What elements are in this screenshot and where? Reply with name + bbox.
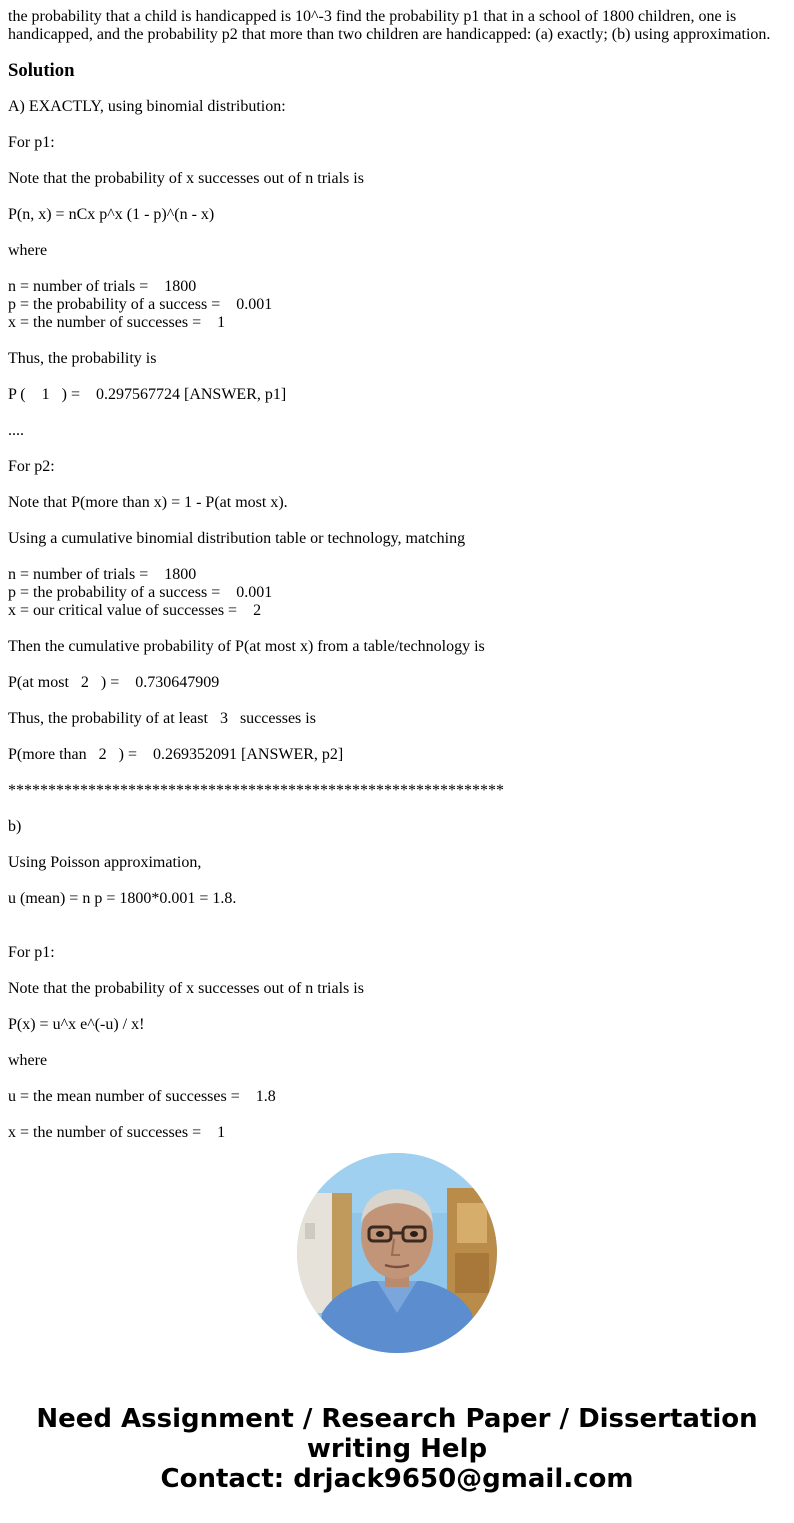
blank-line [8, 440, 786, 458]
blank-line [8, 404, 786, 422]
solution-line: Thus, the probability is [8, 350, 157, 367]
solution-line: P(x) = u^x e^(-u) / x! [8, 1016, 145, 1033]
blank-line [8, 728, 786, 746]
solution-line: P(more than 2 ) = 0.269352091 [ANSWER, p2] [8, 746, 344, 763]
solution-line: P(at most 2 ) = 0.730647909 [8, 674, 220, 691]
blank-line [8, 800, 786, 818]
solution-line: Note that P(more than x) = 1 - P(at most x). [8, 494, 288, 511]
solution-line: x = the number of successes = 1 [8, 1124, 226, 1141]
solution-line: For p1: [8, 134, 55, 151]
blank-line [8, 962, 786, 980]
blank-line [8, 656, 786, 674]
solution-line: u (mean) = n p = 1800*0.001 = 1.8. [8, 890, 237, 907]
promo-line-3: Contact: drjack9650@gmail.com [160, 1464, 634, 1494]
blank-line [8, 872, 786, 890]
solution-line: P ( 1 ) = 0.297567724 [ANSWER, p1] [8, 386, 287, 403]
blank-line [8, 836, 786, 854]
blank-line [8, 548, 786, 566]
promo-banner [0, 1404, 794, 1494]
blank-line [8, 512, 786, 530]
solution-line: n = number of trials = 1800 [8, 278, 197, 295]
blank-line [8, 260, 786, 278]
solution-line: p = the probability of a success = 0.001 [8, 584, 273, 601]
question-text: the probability that a child is handicapped is 10^-3 find the probability p1 that in a school of 1800 children, one is handicapped, and the probability p2 that more than two children are handicapped: (a) exactly; (b) using approximation. [8, 8, 771, 43]
blank-line [8, 116, 786, 134]
solution-line: A) EXACTLY, using binomial distribution: [8, 98, 286, 115]
solution-line: Using a cumulative binomial distribution table or technology, matching [8, 530, 466, 547]
solution-line: x = our critical value of successes = 2 [8, 602, 262, 619]
blank-line [8, 1106, 786, 1124]
blank-line [8, 476, 786, 494]
solution-line: Using Poisson approximation, [8, 854, 202, 871]
blank-line [8, 224, 786, 242]
solution-line: Note that the probability of x successes out of n trials is [8, 170, 364, 187]
solution-line: where [8, 1052, 48, 1069]
author-photo [297, 1153, 497, 1353]
solution-line: ************************************************************** [8, 782, 504, 799]
solution-text [8, 98, 786, 1142]
solution-line: Thus, the probability of at least 3 successes is [8, 710, 316, 727]
solution-line: where [8, 242, 48, 259]
blank-line [8, 368, 786, 386]
solution-line: p = the probability of a success = 0.001 [8, 296, 273, 313]
solution-line: .... [8, 422, 24, 439]
blank-line [8, 620, 786, 638]
solution-heading: Solution [8, 60, 75, 81]
document-body [8, 8, 786, 1142]
blank-line [8, 764, 786, 782]
blank-line [8, 926, 786, 944]
solution-line: b) [8, 818, 22, 835]
solution-line: x = the number of successes = 1 [8, 314, 226, 331]
blank-line [8, 1070, 786, 1088]
blank-line [8, 908, 786, 926]
blank-line [8, 998, 786, 1016]
solution-line: P(n, x) = nCx p^x (1 - p)^(n - x) [8, 206, 215, 223]
blank-line [8, 152, 786, 170]
solution-line: For p1: [8, 944, 55, 961]
promo-line-2: writing Help [306, 1434, 488, 1464]
blank-line [8, 332, 786, 350]
solution-line: Then the cumulative probability of P(at most x) from a table/technology is [8, 638, 485, 655]
solution-line: For p2: [8, 458, 55, 475]
solution-line: n = number of trials = 1800 [8, 566, 197, 583]
solution-line: Note that the probability of x successes out of n trials is [8, 980, 364, 997]
blank-line [8, 692, 786, 710]
solution-line: u = the mean number of successes = 1.8 [8, 1088, 276, 1105]
blank-line [8, 188, 786, 206]
promo-line-1: Need Assignment / Research Paper / Dissertation [36, 1404, 758, 1434]
blank-line [8, 1034, 786, 1052]
